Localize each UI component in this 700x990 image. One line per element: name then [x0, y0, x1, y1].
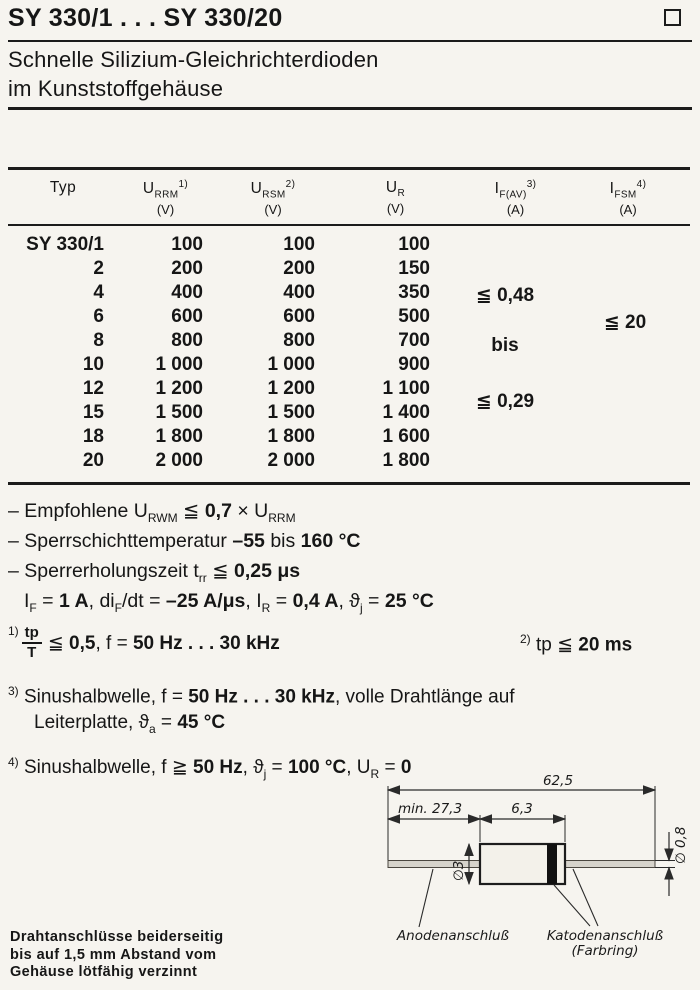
note-urwm: – Empfohlene $U_{RWM}$ ≦ $0,7 \times U_{RRM}$: [8, 500, 296, 525]
cell-typ: 6: [93, 306, 104, 328]
cell-ursm: 400: [283, 282, 315, 304]
table-row: [8, 257, 690, 281]
cathode-sub-label: (Farbring): [571, 943, 639, 959]
diode-package: [388, 844, 655, 884]
footnote-3-line2: Leiterplatte, $ϑ_a = 45$ °C: [34, 712, 226, 737]
table-row: [8, 281, 690, 305]
cell-typ: 15: [82, 402, 104, 424]
cell-typ: 8: [93, 330, 104, 352]
footnote-2: [520, 632, 632, 656]
cell-ur: 1 100: [382, 378, 430, 400]
dimension-body-length: [480, 801, 565, 842]
note-reverse-recovery: – Sperrerholungszeit $t_{rr}$ ≦ 0,25 μs: [8, 560, 301, 585]
footnote-3-line1: Sinushalbwelle, f = 50 Hz . . . 30 kHz, volle Drahtlänge auf: [18, 686, 515, 708]
cell-ursm: 600: [283, 306, 315, 328]
cell-ur: 1 800: [382, 450, 430, 472]
ifsm-value: ≦ 20: [603, 312, 647, 334]
cell-typ: 12: [82, 378, 104, 400]
cell-ur: 100: [398, 234, 430, 256]
footnote-2-marker: 2): [520, 632, 531, 646]
solder-note-line1: Drahtanschlüsse beiderseitig: [10, 929, 224, 945]
footnote-1-marker: 1): [8, 624, 19, 638]
corner-checkbox: [664, 9, 681, 26]
column-header-rsm: $U_{RSM}^{2)}$ (V): [250, 179, 296, 218]
cathode-band: [547, 844, 557, 884]
cell-urrm: 400: [171, 282, 203, 304]
column-header-rrm: $U_{RRM}^{1)}$ (V): [142, 179, 189, 218]
cell-urrm: 100: [171, 234, 203, 256]
table-row: [8, 401, 690, 425]
table-row: [8, 449, 690, 473]
cell-urrm: 1 800: [155, 426, 203, 448]
footnote-3: [8, 678, 692, 742]
cell-typ: 18: [82, 426, 104, 448]
cell-ursm: 2 000: [267, 450, 315, 472]
title-divider: [8, 40, 692, 42]
dimension-wire-diameter: [655, 826, 689, 896]
dim-body-label: 6,3: [511, 801, 533, 817]
cell-ursm: 1 500: [267, 402, 315, 424]
package-drawing: [293, 772, 698, 972]
fraction-denominator: T: [27, 644, 37, 661]
footnote-4-marker: 4): [8, 755, 19, 770]
cell-urrm: 2 000: [155, 450, 203, 472]
page-title: SY 330/1 . . . SY 330/20: [8, 4, 283, 32]
footnote-3-marker: 3): [8, 684, 19, 698]
duty-cycle-fraction: [22, 625, 42, 662]
cell-ur: 1 400: [382, 402, 430, 424]
ratings-table: [8, 167, 690, 485]
cell-ur: 1 600: [382, 426, 430, 448]
cell-urrm: 800: [171, 330, 203, 352]
cell-ursm: 100: [283, 234, 315, 256]
ifav-bis-label: bis: [491, 335, 519, 357]
dim-total-label: 62,5: [542, 773, 574, 789]
cell-urrm: 1 000: [155, 354, 203, 376]
cell-typ: 10: [82, 354, 104, 376]
column-header-typ: Typ: [49, 179, 77, 196]
cell-urrm: 1 200: [155, 378, 203, 400]
table-body: [8, 226, 690, 482]
footnote-4-text: Sinushalbwelle, f ≧ 50 Hz, $ϑ_j = 100$ °C, $U_R = 0$: [18, 757, 412, 782]
cell-ur: 150: [398, 258, 430, 280]
cell-ur: 350: [398, 282, 430, 304]
dim-wire-dia-label: ∅ 0,8: [673, 826, 689, 864]
solder-note-line2: bis auf 1,5 mm Abstand vom: [10, 946, 217, 963]
ifav-upper-value: ≦ 0,48: [475, 285, 535, 307]
note-junction-temperature: – Sperrschichttemperatur –55 bis 160 °C: [8, 530, 361, 552]
footnotes: [8, 620, 692, 787]
solder-note-line3: Gehäuse lötfähig verzinnt: [10, 964, 198, 980]
cell-ursm: 1 200: [267, 378, 315, 400]
table-row: [8, 353, 690, 377]
cell-ur: 900: [398, 354, 430, 376]
cell-urrm: 200: [171, 258, 203, 280]
cell-typ: 20: [82, 450, 104, 472]
cell-ursm: 200: [283, 258, 315, 280]
cell-ursm: 1 800: [267, 426, 315, 448]
right-lead: [565, 861, 655, 868]
cell-urrm: 600: [171, 306, 203, 328]
table-row: [8, 233, 690, 257]
table-header: [8, 170, 690, 226]
subtitle-line1: Schnelle Silizium-Gleichrichterdioden: [8, 47, 379, 72]
column-header-f-av-: $I_{F(AV)}^{3)}$ (A): [494, 179, 537, 218]
dim-body-dia-label: ∅3: [451, 860, 467, 881]
cell-typ: 2: [93, 258, 104, 280]
notes-list: [8, 496, 434, 616]
solder-note: [10, 929, 223, 982]
anode-label: Anodenanschluß: [396, 928, 510, 944]
cell-ur: 700: [398, 330, 430, 352]
cell-typ: SY 330/1: [26, 234, 104, 256]
footnote-2-text: tp ≦ 20 ms: [535, 634, 633, 656]
footnote-1-text: ≦ 0,5, f = 50 Hz . . . 30 kHz: [47, 632, 280, 654]
note-test-conditions: $I_F = 1$ A, $di_F/dt = -25$ A/μs, $I_R = 0,4$ A, $ϑ_j = 25$ °C: [24, 590, 434, 615]
cell-urrm: 1 500: [155, 402, 203, 424]
table-row: [8, 425, 690, 449]
dim-lead-min-label: min. 27,3: [397, 801, 463, 817]
cell-typ: 4: [93, 282, 104, 304]
dimension-body-diameter: [451, 844, 469, 884]
cell-ur: 500: [398, 306, 430, 328]
cell-ursm: 1 000: [267, 354, 315, 376]
column-header-r: $U_R$ (V): [385, 179, 406, 217]
subtitle-line2: im Kunststoffgehäuse: [8, 76, 224, 101]
fraction-numerator: tp: [22, 625, 42, 645]
cathode-label: Katodenanschluß: [546, 928, 664, 944]
table-row: [8, 377, 690, 401]
cell-ursm: 800: [283, 330, 315, 352]
dimension-lead-length: [388, 801, 480, 819]
subtitle-divider: [8, 107, 692, 110]
column-header-fsm: $I_{FSM}^{4)}$ (A): [609, 179, 647, 218]
ifav-lower-value: ≦ 0,29: [475, 391, 535, 413]
